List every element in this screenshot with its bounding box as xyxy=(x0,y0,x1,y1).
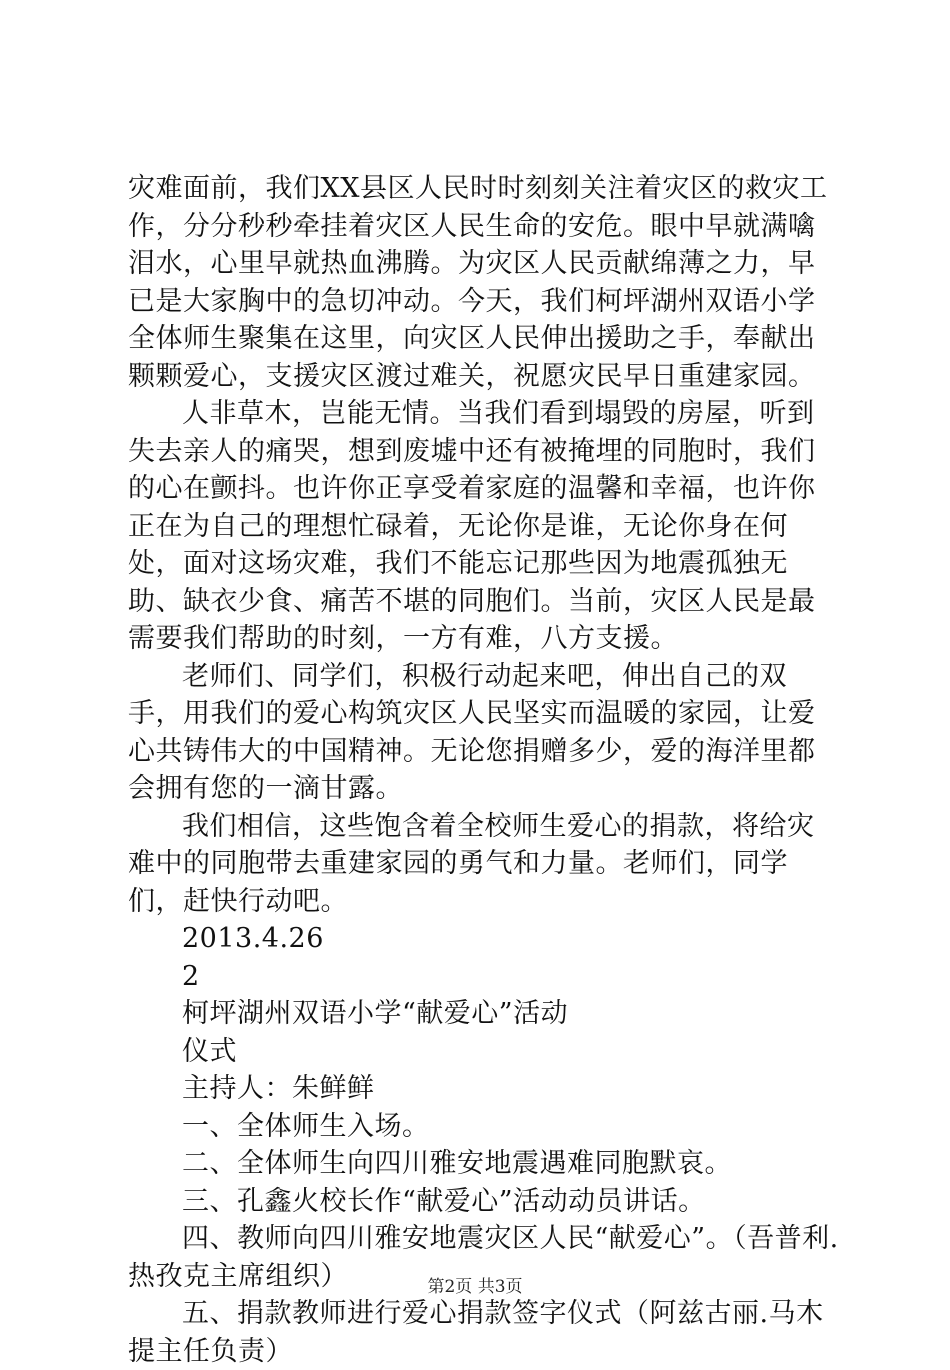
document-body xyxy=(128,170,840,1370)
agenda-item-1: 一、全体师生入场。 xyxy=(182,1110,430,1142)
paragraph-we-believe: 我们相信，这些饱含着全校师生爱心的捐款，将给灾难中的同胞带去重建家园的勇气和力量。老师们，同学们，赶快行动吧。 xyxy=(128,810,815,917)
agenda-item-3: 三、孔鑫火校长作“献爱心”活动动员讲话。 xyxy=(182,1185,706,1217)
document-date: 2013.4.26 xyxy=(182,923,324,954)
section-number: 2 xyxy=(182,960,200,992)
ceremony-subtitle: 仪式 xyxy=(182,1035,237,1067)
agenda-item-5: 五、捐款教师进行爱心捐款签字仪式（阿兹古丽.马木提主任负责） xyxy=(128,1298,824,1367)
agenda-item-2: 二、全体师生向四川雅安地震遇难同胞默哀。 xyxy=(182,1148,732,1179)
agenda-item-4: 四、教师向四川雅安地震灾区人民“献爱心”。（吾普利.热孜克主席组织） xyxy=(128,1223,839,1292)
host-line: 主持人：朱鲜鲜 xyxy=(182,1073,375,1104)
paragraph-call-to-action: 老师们、同学们，积极行动起来吧，伸出自己的双手，用我们的爱心构筑灾区人民坚实而温暖的家园，让爱心共铸伟大的中国精神。无论您捐赠多少，爱的海洋里都会拥有您的一滴甘露。 xyxy=(128,660,816,804)
ceremony-title: 柯坪湖州双语小学“献爱心”活动 xyxy=(182,998,569,1029)
paragraph-disaster-front: 灾难面前，我们XX县区人民时时刻刻关注着灾区的救灾工作，分分秒秒牵挂着灾区人民生命的安危。眼中早就满噙泪水，心里早就热血沸腾。为灾区人民贡献绵薄之力，早已是大家胸中的急切冲动。今天，我们柯坪湖州双语小学全体师生聚集在这里，向灾区人民伸出援助之手，奉献出颗颗爱心，支援灾区渡过难关，祝愿灾民早日重建家园。 xyxy=(128,173,828,392)
paragraph-not-heartless: 人非草木，岂能无情。当我们看到塌毁的房屋，听到失去亲人的痛哭，想到废墟中还有被掩埋的同胞时，我们的心在颤抖。也许你正享受着家庭的温馨和幸福，也许你正在为自己的理想忙碌着，无论你是谁，无论你身在何处，面对这场灾难，我们不能忘记那些因为地震孤独无助、缺衣少食、痛苦不堪的同胞们。当前，灾区人民是最需要我们帮助的时刻，一方有难，八方支援。 xyxy=(128,398,816,654)
page-footer: 第2页 共3页 xyxy=(427,1277,523,1297)
